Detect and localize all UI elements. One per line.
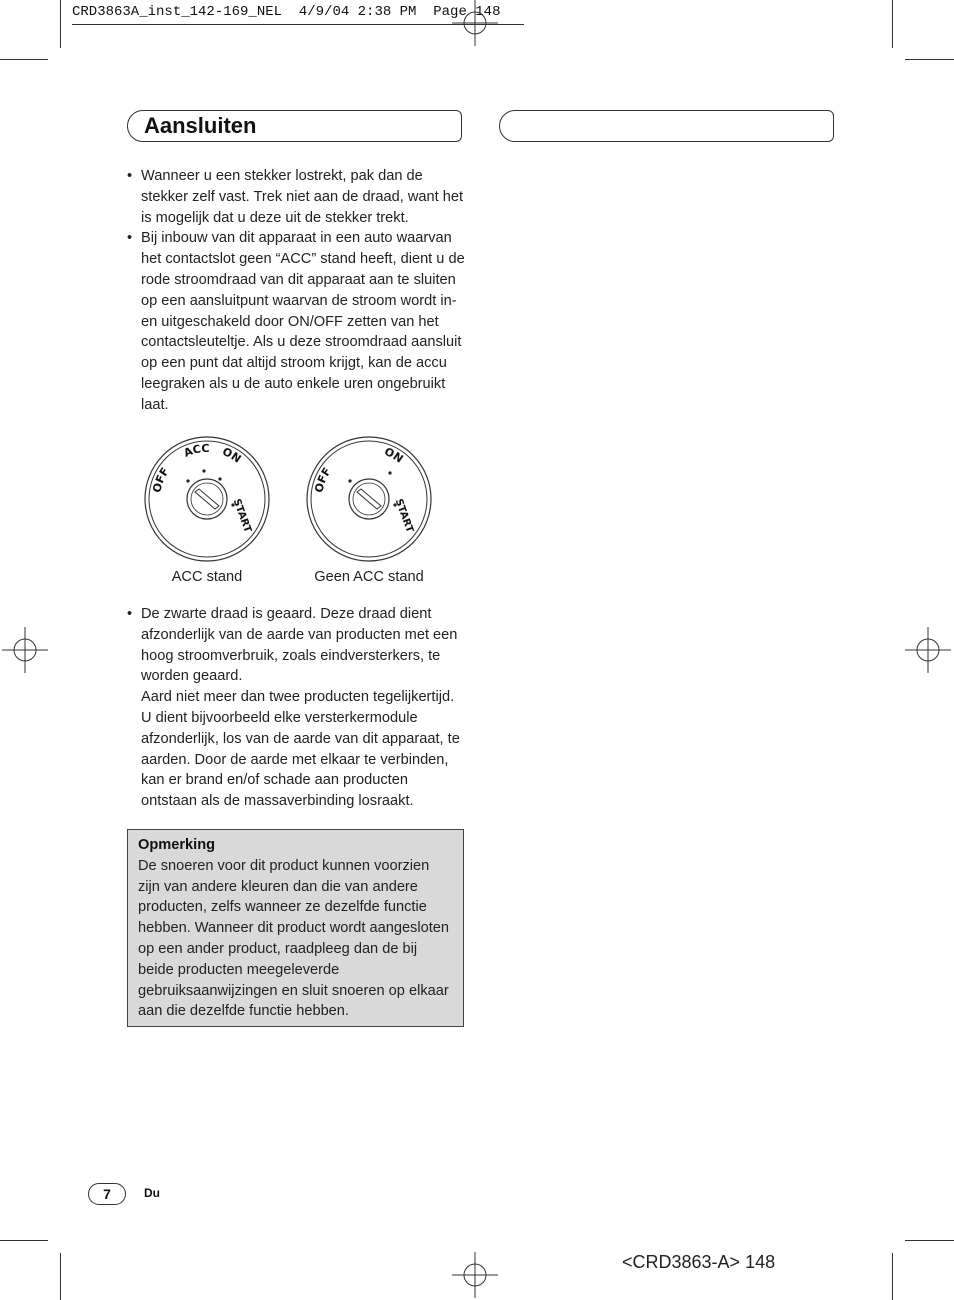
crop-mark: [905, 59, 954, 60]
list-item: • Bij inbouw van dit apparaat in een auto waarvan het contactslot geen “ACC” stand heeft, dient u de rode stroomdraad van dit apparaat aan te sluiten op een aansluitpunt waarvan de stroom wordt in- en uitgeschakeld door ON/OFF zetten van het contactsleuteltje. Als u deze stroomdraad aansluit op een punt dat altijd stroom krijgt, kan de accu leegraken als u de auto enkele uren ongebruikt laat.: [127, 228, 467, 415]
switch-label-on: ON: [220, 444, 244, 466]
crop-mark: [0, 59, 48, 60]
blank-section-header: [499, 110, 834, 142]
switch-caption-acc: ACC stand: [171, 569, 243, 585]
list-item-paragraph: Aard niet meer dan twee producten tegelijkertijd. U dient bijvoorbeeld elke versterkermodule afzonderlijk, los van de aarde van dit apparaat, te aarden. Door de aarde met elkaar te verbinden, kan er brand en/of schade aan producten ontstaan als de massaverbinding losraakt.: [141, 689, 460, 810]
switch-caption-no-acc: Geen ACC stand: [314, 569, 424, 585]
switch-label-acc: ACC: [181, 441, 210, 460]
registration-mark-icon: [2, 627, 48, 673]
list-item: [127, 604, 467, 812]
switch-label-start: START: [392, 497, 415, 535]
bullet-list: [127, 166, 467, 416]
crop-mark: [0, 1240, 48, 1241]
crop-mark: [905, 1240, 954, 1241]
document-code: <CRD3863-A> 148: [622, 1252, 776, 1272]
note-text: De snoeren voor dit product kunnen voorzien zijn van andere kleuren dan die van andere producten, zelfs wanneer ze dezelfde functie hebben. Wanneer dit product wordt aangesloten op een ander product, raadpleeg dan de bij beide producten meegeleverde gebruiksaanwijzingen en sluit snoeren op elkaar aan die dezelfde functie hebben.: [138, 857, 450, 1020]
ignition-switch-no-acc: [304, 434, 434, 564]
section-title: Aansluiten: [144, 113, 257, 138]
section-header: [127, 110, 462, 142]
crop-mark: [892, 1253, 893, 1300]
list-item-paragraph: • De zwarte draad is geaard. Deze draad dient afzonderlijk van de aarde van producten met een hoog stroomverbruik, zoals eindversterkers, te worden geaard.: [141, 606, 458, 685]
note-title: Opmerking: [138, 837, 216, 853]
language-code: Du: [144, 1186, 160, 1200]
ignition-switch-acc: [142, 434, 272, 564]
crop-mark: [892, 0, 893, 48]
switch-label-on: ON: [382, 444, 406, 466]
print-slug: CRD3863A_inst_142-169_NEL 4/9/04 2:38 PM Page 148: [72, 4, 501, 20]
registration-mark-icon: [452, 1252, 498, 1298]
switch-label-off: OFF: [312, 465, 334, 494]
registration-mark-icon: [905, 627, 951, 673]
switch-label-start: START: [230, 497, 253, 535]
registration-mark-icon: [452, 0, 498, 46]
switch-label-off: OFF: [150, 465, 172, 494]
crop-mark: [60, 1253, 61, 1300]
list-item: • Wanneer u een stekker lostrekt, pak dan de stekker zelf vast. Trek niet aan de draad, want het is mogelijk dat u deze uit de stekker trekt.: [127, 166, 467, 228]
bullet-list: [127, 604, 467, 812]
page-number: 7: [88, 1183, 126, 1205]
note-box: [127, 829, 464, 1027]
crop-mark: [60, 0, 61, 48]
